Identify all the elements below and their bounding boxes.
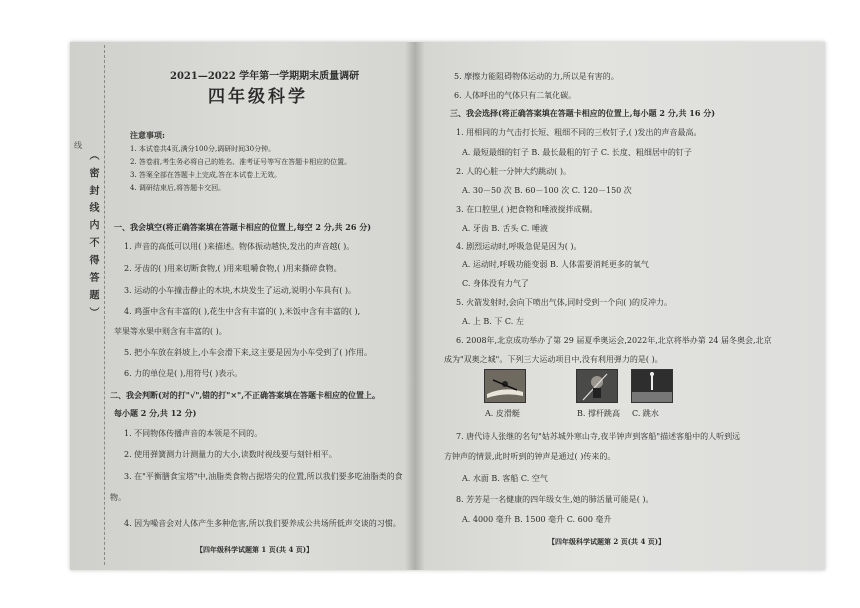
- note-line: 2. 答卷前,考生务必将自己的姓名、准考证号等写在答题卡相应的位置。: [130, 158, 352, 166]
- question-line: 1. 不同物体传播声音的本领是不同的。: [124, 429, 263, 438]
- binding-notice: （ 密 封 线 内 不 得 答 题 ）: [87, 150, 98, 320]
- section-fill-in-heading: 一、我会填空(将正确答案填在答题卡相应的位置上,每空 2 分,共 26 分): [114, 222, 371, 232]
- answer-options: A. 上 B. 下 C. 左: [462, 317, 524, 326]
- image-label: B. 撑杆跳高: [577, 409, 620, 418]
- question-line: 6. 人体呼出的气体只有二氧化碳。: [454, 91, 577, 100]
- exam-title-subject: 四年级科学: [208, 87, 308, 107]
- pole-vault-photo: [576, 369, 618, 403]
- answer-options: A. 4000 毫升 B. 1500 毫升 C. 600 毫升: [462, 515, 612, 524]
- page-footer-left: 【四年级科学试题第 1 页(共 4 页)】: [196, 545, 314, 554]
- answer-options: A. 牙齿 B. 舌头 C. 唾液: [462, 224, 548, 233]
- question-line: 7. 唐代诗人张继的名句"姑苏城外寒山寺,夜半钟声到客船"描述客船中的人听到远: [456, 432, 741, 441]
- answer-options: A. 30－50 次 B. 60－100 次 C. 120－150 次: [462, 186, 632, 195]
- note-line: 1. 本试卷共4页,满分100分,调研时间30分钟。: [130, 145, 276, 153]
- question-line: 3. 在"平衡膳食宝塔"中,油脂类食物占据塔尖的位置,所以我们要多吃油脂类的食: [124, 472, 403, 481]
- kayak-photo: [484, 369, 526, 403]
- answer-options: C. 身体没有力气了: [462, 279, 529, 288]
- question-line: 5. 火箭发射时,会向下喷出气体,同时受到一个向( )的反冲力。: [456, 298, 673, 307]
- question-line: 苹果等水果中则含有丰富的( )。: [114, 327, 227, 336]
- answer-options: A. 最短最细的钉子 B. 最长最粗的钉子 C. 长度、粗细居中的钉子: [462, 148, 692, 157]
- question-line: 2. 使用弹簧测力计测量力的大小,读数时视线要与刻针相平。: [124, 450, 337, 459]
- binding-dashed-line: [104, 45, 105, 565]
- question-line: 8. 芳芳是一名健康的四年级女生,她的肺活量可能是( )。: [456, 495, 654, 504]
- corner-mark: 线: [74, 141, 82, 150]
- section-choice-heading: 三、我会选择(将正确答案填在答题卡相应的位置上,每小题 2 分,共 16 分): [450, 108, 715, 118]
- answer-options: A. 运动时,呼吸功能变弱 B. 人体需要消耗更多的氧气: [462, 260, 649, 269]
- question-line: 6. 力的单位是( ),用符号( )表示。: [124, 369, 243, 378]
- question-line: 5. 摩擦力能阻碍物体运动的力,所以是有害的。: [454, 72, 619, 81]
- question-line: 物。: [110, 493, 126, 502]
- question-line: 方钟声的情景,此时听到的钟声是通过( )传来的。: [444, 452, 616, 461]
- note-line: 3. 答案全部在答题卡上完成,答在本试卷上无效。: [130, 171, 282, 179]
- question-line: 成为"双奥之城"。下列三大运动项目中,没有利用弹力的是( )。: [444, 355, 663, 364]
- page-footer-right: 【四年级科学试题第 2 页(共 4 页)】: [548, 537, 666, 546]
- diving-photo: [631, 369, 673, 403]
- question-line: 1. 用相同的力气击打长短、粗细不同的三枚钉子,( )发出的声音最高。: [456, 128, 702, 137]
- question-line: 3. 运动的小车撞击静止的木块,木块发生了运动,说明小车具有( )。: [124, 286, 357, 295]
- question-line: 4. 剧烈运动时,呼吸急促是因为( )。: [456, 242, 582, 251]
- question-line: 5. 把小车放在斜坡上,小车会滑下来,这主要是因为小车受到了( )作用。: [124, 348, 373, 357]
- notes-title: 注意事项:: [130, 130, 165, 140]
- question-line: 2. 牙齿的( )用来切断食物,( )用来咀嚼食物,( )用来撕碎食物。: [124, 264, 342, 273]
- question-line: 1. 声音的高低可以用( )来描述。物体振动越快,发出的声音越( )。: [124, 242, 355, 251]
- question-line: 4. 因为噪音会对人体产生多种危害,所以我们要养成公共场所低声交谈的习惯。: [124, 519, 401, 528]
- section-judge-subheading: 每小题 2 分,共 12 分): [114, 408, 197, 418]
- page-gutter: [405, 42, 425, 570]
- note-line: 4. 调研结束后,将答题卡交回。: [130, 184, 226, 192]
- question-line: 4. 鸡蛋中含有丰富的( ),花生中含有丰富的( ),米饭中含有丰富的( ),: [124, 307, 361, 316]
- answer-options: A. 水面 B. 客船 C. 空气: [462, 474, 548, 483]
- image-label: A. 皮滑艇: [485, 409, 520, 418]
- left-page: [70, 42, 415, 570]
- question-line: 2. 人的心脏一分钟大约跳动( )。: [456, 167, 571, 176]
- image-label: C. 跳水: [632, 409, 659, 418]
- question-line: 3. 在口腔里,( )把食物和唾液搅拌成糊。: [456, 205, 598, 214]
- question-line: 6. 2008年,北京成功举办了第 29 届夏季奥运会,2022年,北京将举办第 24 届冬奥会,北京: [456, 336, 772, 345]
- section-judge-heading: 二、我会判断(对的打"√",错的打"×",不正确答案填在答题卡相应的位置上。: [110, 390, 380, 400]
- exam-title-year: 2021—2022 学年第一学期期末质量调研: [170, 71, 360, 82]
